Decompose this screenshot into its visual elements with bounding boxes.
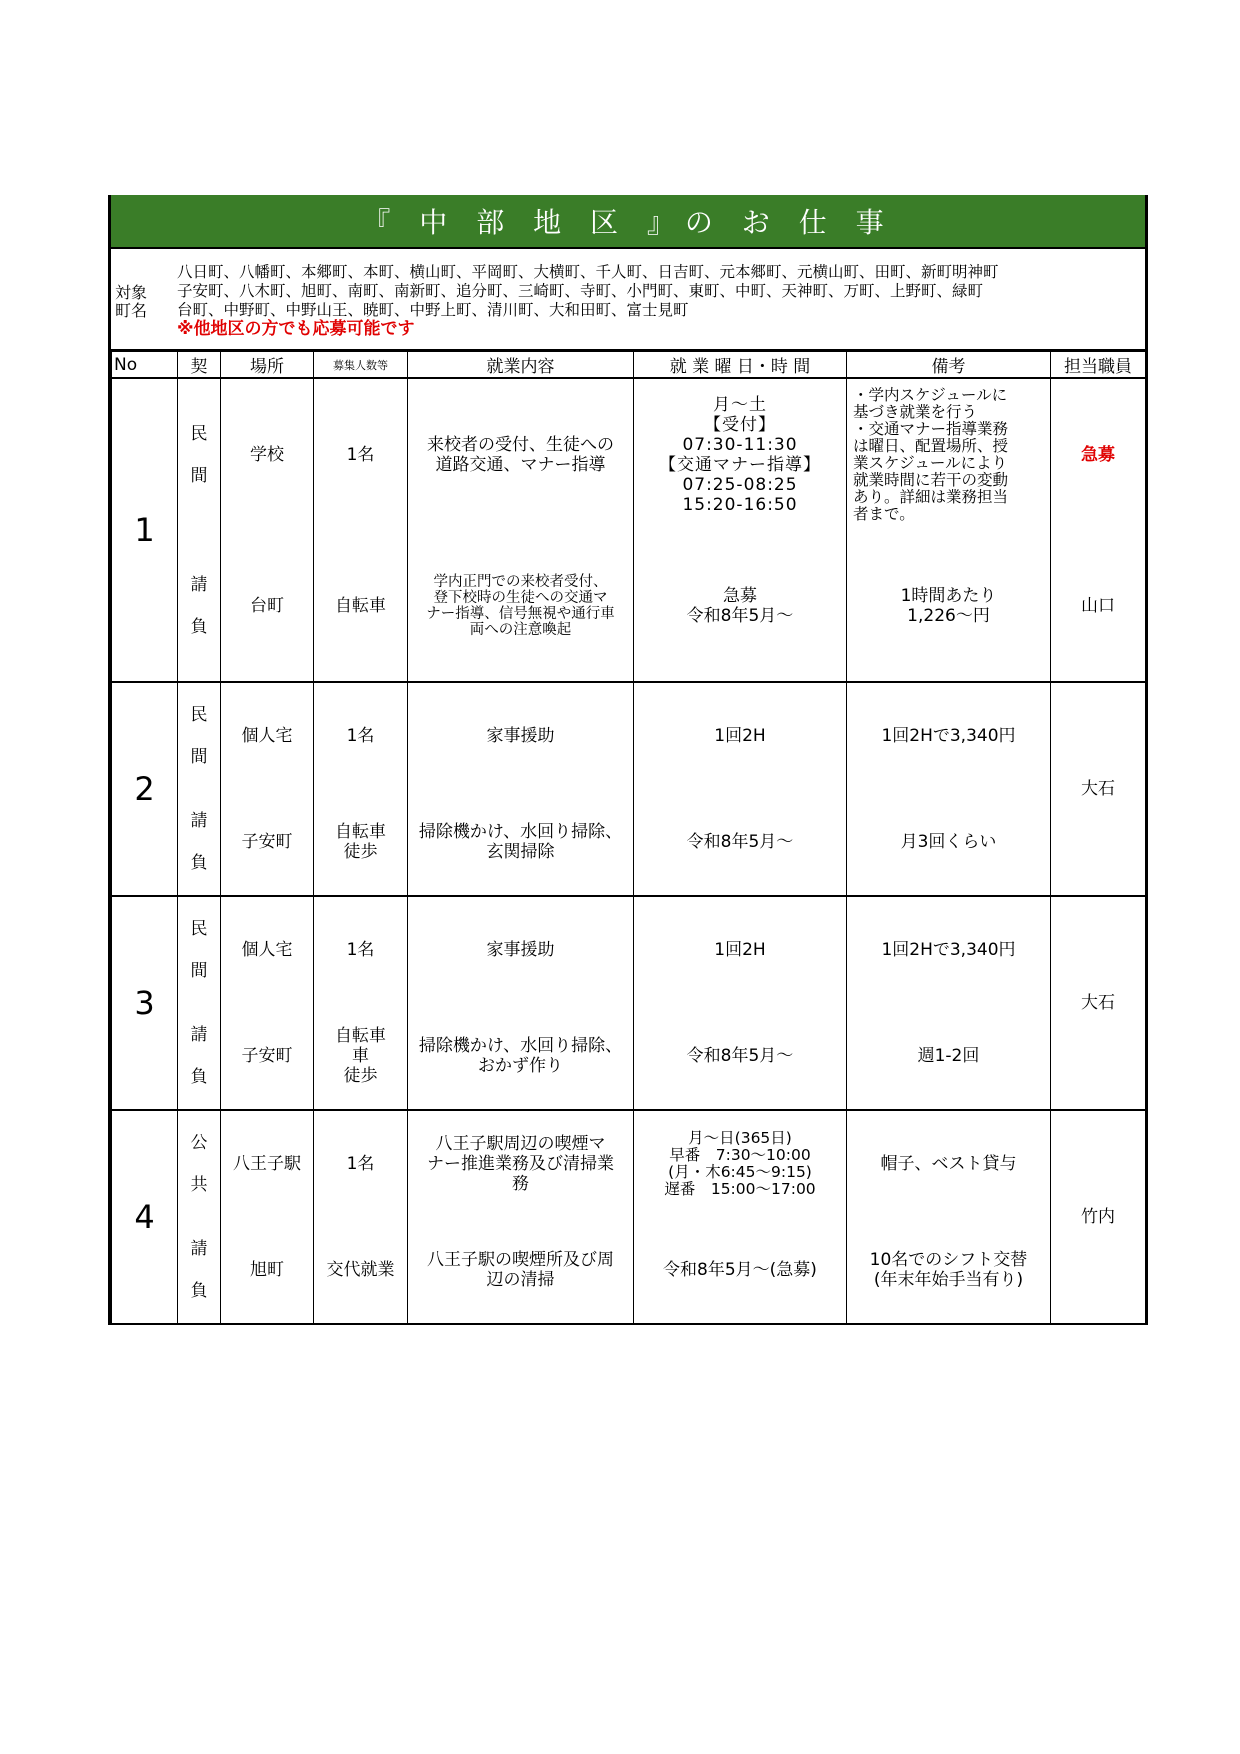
- town-list-line: 八日町、八幡町、本郷町、本町、横山町、平岡町、大横町、千人町、日吉町、元本郷町、元横山町、田町、新町明神町: [177, 263, 999, 281]
- contract-type-top: 民 間: [190, 423, 208, 486]
- town: 台町: [250, 595, 284, 616]
- notes-main: 1回2Hで3,340円: [881, 726, 1016, 746]
- page-title: 『 中 部 地 区 』の お 仕 事: [111, 195, 1145, 249]
- place: 個人宅: [241, 940, 293, 960]
- staff-name: 山口: [1081, 595, 1115, 616]
- commute-method: 交代就業: [326, 1260, 395, 1280]
- work-hours: 月～土 【受付】 07:30-11:30 【交通マナー指導】 07:25-08:25 15:20-16:50: [659, 394, 821, 515]
- place: 個人宅: [241, 726, 293, 746]
- job-detail: 掃除機かけ、水回り掃除、 玄関掃除: [418, 822, 623, 862]
- header-notes: 備考: [847, 352, 1051, 379]
- job-number: 4: [134, 1198, 155, 1236]
- job-number: 1: [134, 511, 155, 549]
- town: 旭町: [250, 1260, 284, 1280]
- work-hours: 月～日(365日) 早番 7:30～10:00 (月・木6:45～9:15) 遅番 15:00～17:00: [664, 1129, 816, 1198]
- work-hours: 1回2H: [714, 726, 766, 746]
- target-label-line2: 町名: [115, 301, 148, 320]
- staff-name: 大石: [1081, 993, 1115, 1013]
- urgent-badge: 急募: [1081, 444, 1115, 465]
- contract-type-top: 公 共: [190, 1133, 208, 1195]
- table-header-row: [112, 352, 1146, 379]
- notes-main: ・学内スケジュールに 基づき就業を行う ・交通マナー指導業務 は曜日、配置場所、授 業スケジュールにより 就業時間に若干の変動 あり。詳細は業務担当 者まで。: [853, 385, 1009, 523]
- table-row: [112, 378, 1146, 682]
- town: 子安町: [241, 832, 293, 852]
- job-detail: 八王子駅の喫煙所及び周 辺の清掃: [427, 1250, 614, 1290]
- notes-main: 1回2Hで3,340円: [881, 940, 1016, 960]
- other-area-note: ※他地区の方でも応募可能です: [177, 319, 415, 339]
- recruit-count: 1名: [346, 726, 375, 746]
- recruit-count: 1名: [346, 940, 375, 960]
- target-area-label: [111, 249, 177, 349]
- table-row: [112, 682, 1146, 896]
- town-list-line: 子安町、八木町、旭町、南町、南新町、追分町、三崎町、寺町、小門町、東町、中町、天神町、万町、上野町、緑町: [177, 282, 984, 300]
- contract-type-bottom: 請 負: [190, 574, 208, 637]
- job-content: 八王子駅周辺の喫煙マ ナー推進業務及び清掃業 務: [427, 1134, 614, 1194]
- job-sheet: [108, 195, 1148, 1325]
- notes-sub: 週1-2回: [917, 1046, 980, 1066]
- contract-type-top: 民 間: [190, 705, 208, 767]
- commute-method: 自転車: [335, 595, 386, 616]
- header-schedule: 就 業 曜 日・時 間: [634, 352, 847, 379]
- contract-type-top: 民 間: [190, 919, 208, 981]
- notes-sub: 1時間あたり 1,226～円: [900, 585, 997, 626]
- header-staff: 担当職員: [1051, 352, 1146, 379]
- commute-method: 自転車 徒歩: [335, 822, 386, 862]
- job-detail: 学内正門での来校者受付、 登下校時の生徒への交通マ ナー指導、信号無視や通行車 両への注意喚起: [426, 573, 615, 638]
- recruit-count: 1名: [346, 444, 375, 465]
- staff-name: 大石: [1081, 779, 1115, 799]
- job-content: 家事援助: [486, 726, 555, 746]
- commute-method: 自転車 車 徒歩: [335, 1026, 386, 1086]
- notes-main: 帽子、ベスト貸与: [880, 1154, 1017, 1174]
- header-content: 就業内容: [408, 352, 634, 379]
- job-detail: 掃除機かけ、水回り掃除、 おかず作り: [418, 1036, 623, 1076]
- town: 子安町: [241, 1046, 293, 1066]
- work-hours: 1回2H: [714, 940, 766, 960]
- table-row: [112, 1110, 1146, 1324]
- start-date: 令和8年5月～: [686, 1046, 794, 1066]
- staff-name: 竹内: [1081, 1207, 1115, 1227]
- start-date: 令和8年5月～(急募): [663, 1260, 817, 1280]
- header-kei: 契: [178, 352, 221, 379]
- place: 学校: [250, 444, 284, 465]
- table-row: [112, 896, 1146, 1110]
- target-area: [111, 249, 1145, 351]
- town-list-line: 台町、中野町、中野山王、暁町、中野上町、清川町、大和田町、富士見町: [177, 301, 689, 319]
- recruit-count: 1名: [346, 1154, 375, 1174]
- header-place: 場所: [221, 352, 314, 379]
- place: 八王子駅: [233, 1154, 301, 1174]
- job-table: [111, 351, 1146, 1325]
- job-content: 来校者の受付、生徒への 道路交通、マナー指導: [427, 434, 614, 475]
- contract-type-bottom: 請 負: [190, 1025, 208, 1087]
- notes-sub: 月3回くらい: [900, 832, 997, 852]
- target-label-line1: 対象: [115, 283, 148, 302]
- start-date: 令和8年5月～: [686, 832, 794, 852]
- contract-type-bottom: 請 負: [190, 811, 208, 873]
- header-no: No: [112, 352, 178, 379]
- job-content: 家事援助: [486, 940, 555, 960]
- job-number: 2: [134, 770, 155, 808]
- start-date: 急募 令和8年5月～: [686, 585, 794, 626]
- job-number: 3: [134, 984, 155, 1022]
- target-area-list: [177, 249, 1145, 349]
- notes-sub: 10名でのシフト交替 (年末年始手当有り): [869, 1250, 1028, 1290]
- header-count: 募集人数等: [314, 352, 408, 379]
- contract-type-bottom: 請 負: [190, 1239, 208, 1301]
